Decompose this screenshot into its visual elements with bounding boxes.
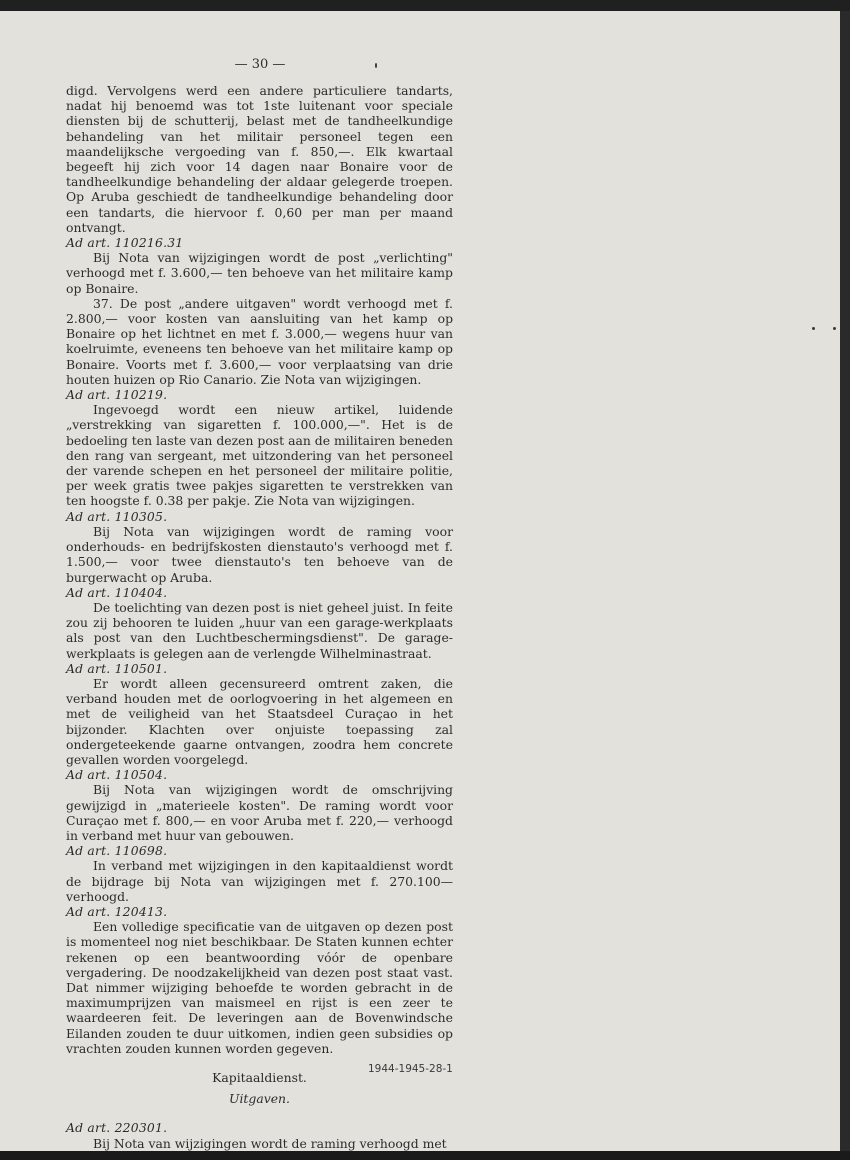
article-heading: Ad art. 110305. — [66, 508, 168, 524]
article-heading: Ad art. 110404. — [66, 584, 168, 600]
paragraph: De toelichting van dezen post is niet geheel juist. In feite zou zij behooren te luiden „huur van een garage-werkplaats als post van den Luchtbeschermingsdienst". De garage-werkplaats is gelegen aan de verlengde Wilhelminastraat. — [66, 599, 453, 661]
paragraph: digd. Vervolgens werd een andere particuliere tandarts, nadat hij benoemd was tot 1ste luitenant voor speciale diensten bij de schutterij, belast met de tandheelkundige behandeling van het militair personeel tegen een maandelijksche vergoeding van f. 850,—. Elk kwartaal begeeft hij zich voor 14 dagen naar Bonaire voor de tandheelkundige behandeling der aldaar gelegerde troepen. Op Aruba geschiedt de tandheelkundige behandeling door een tandarts, die hiervoor f. 0,60 per man per maand ontvangt. — [66, 83, 453, 235]
ink-speck — [833, 327, 836, 330]
paragraph: Bij Nota van wijzigingen wordt de raming verhoogd met — [93, 1135, 447, 1151]
paragraph: Bij Nota van wijzigingen wordt de omschrijving gewijzigd in „materieele kosten". De raming wordt voor Curaçao met f. 800,— en voor Aruba met f. 220,— verhoogd in verband met huur van gebouwen. — [66, 782, 453, 843]
footer-stamp: 1944-1945-28-1 — [368, 1063, 453, 1075]
article-heading: Ad art. 110698. — [66, 843, 168, 859]
article-heading: Ad art. 220301. — [66, 1120, 168, 1136]
article-heading: Ad art. 110216.31 — [66, 235, 184, 251]
paragraph: Er wordt alleen gecensureerd omtrent zaken, die verband houden met de oorlogvoering in het algemeen en met de veiligheid van het Staatsdeel Curaçao in het bijzonder. Klachten over onjuiste toepassing zal ondergeteekende gaarne ontvangen, zoodra hem concrete gevallen worden voorgelegd. — [66, 675, 453, 767]
paragraph: Ingevoegd wordt een nieuw artikel, luidende „verstrekking van sigaretten f. 100.000,—". Het is de bedoeling ten laste van dezen post aan de militairen beneden den rang van sergeant, met uitzondering van het personeel der varende schepen en het personeel der militaire politie, per week gratis twee pakjes sigaretten te verstrekken van ten hoogste f. 0.38 per pakje. Zie Nota van wijzigingen. — [66, 402, 453, 509]
article-heading: Ad art. 110219. — [66, 387, 168, 403]
article-heading: Ad art. 120413. — [66, 903, 168, 919]
section-subtitle: Uitgaven. — [229, 1091, 290, 1107]
paragraph: Bij Nota van wijzigingen wordt de raming voor onderhouds- en bedrijfskosten dienstauto's verhoogd met f. 1.500,— voor twee dienstauto's ten behoeve van de burgerwacht op Aruba. — [66, 523, 453, 585]
section-title: Kapitaaldienst. — [212, 1070, 307, 1085]
body-text — [66, 83, 453, 1151]
paragraph: 37. De post „andere uitgaven" wordt verhoogd met f. 2.800,— voor kosten van aansluiting van het kamp op Bonaire op het lichtnet en met f. 3.000,— wegens huur van koelruimte, eveneens ten behoeve van het militaire kamp op Bonaire. Voorts met f. 3.600,— voor verplaatsing van drie houten huizen op Rio Canario. Zie Nota van wijzigingen. — [66, 295, 453, 387]
scan-bottom-border — [0, 1151, 850, 1160]
paragraph: In verband met wijzigingen in den kapitaaldienst wordt de bijdrage bij Nota van wijzigingen met f. 270.100— verhoogd. — [66, 858, 453, 904]
scan-right-border — [840, 11, 850, 1160]
article-heading: Ad art. 110504. — [66, 767, 168, 783]
ink-speck — [812, 327, 815, 330]
page-number: — 30 — — [234, 57, 286, 72]
scan-top-border — [0, 0, 850, 11]
article-heading: Ad art. 110501. — [66, 660, 168, 676]
paragraph: Bij Nota van wijzigingen wordt de post „verlichting" verhoogd met f. 3.600,— ten behoeve van het militaire kamp op Bonaire. — [66, 250, 453, 296]
paragraph: Een volledige specificatie van de uitgaven op dezen post is momenteel nog niet beschikbaar. De Staten kunnen echter rekenen op een beantwoording vóór de openbare vergadering. De noodzakelijkheid van dezen post staat vast. Dat nimmer wijziging behoefde te worden gebracht in de maximumprijzen van maismeel en rijst is een zeer te waardeeren feit. De leveringen aan de Bovenwindsche Eilanden zouden te duur uitkomen, indien geen subsidies op vrachten zouden kunnen worden gegeven. — [66, 919, 453, 1056]
